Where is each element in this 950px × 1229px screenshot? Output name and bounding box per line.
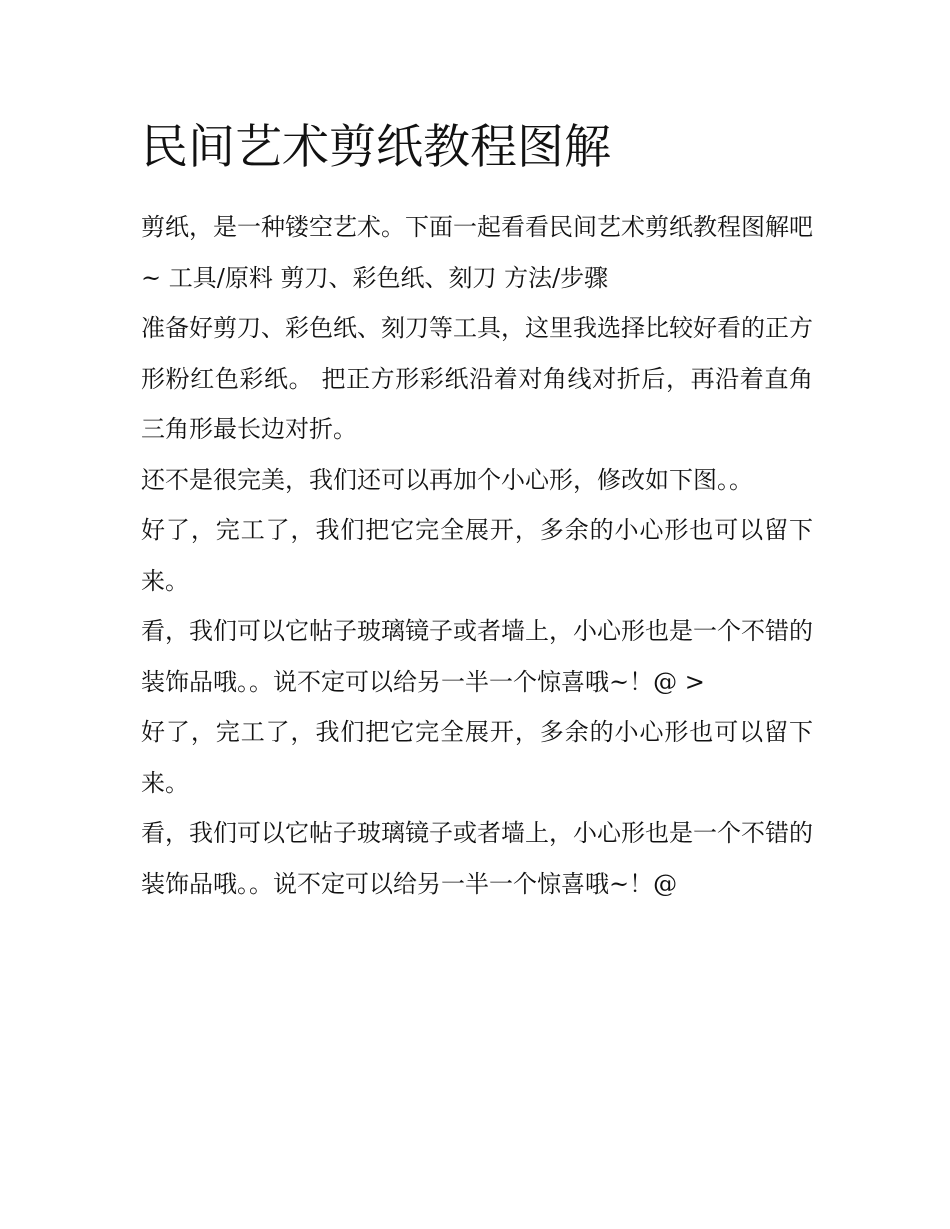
- paragraph-step-prepare: 准备好剪刀、彩色纸、刻刀等工具，这里我选择比较好看的正方形粉红色彩纸。 把正方形彩纸沿着对角线对折后，再沿着直角三角形最长边对折。: [141, 314, 813, 443]
- paragraph-step-unfold: 好了，完工了，我们把它完全展开，多余的小心形也可以留下来。: [141, 516, 813, 595]
- paragraph-step-unfold-repeat: 好了，完工了，我们把它完全展开，多余的小心形也可以留下来。: [141, 718, 813, 797]
- paragraph-step-heart: 还不是很完美，我们还可以再加个小心形，修改如下图。。: [141, 465, 753, 494]
- paragraph-step-display-repeat: 看，我们可以它帖子玻璃镜子或者墙上，小心形也是一个不错的装饰品哦。。说不定可以给另一半一个惊喜哦~！@: [141, 819, 813, 898]
- paragraph-intro: 剪纸，是一种镂空艺术。下面一起看看民间艺术剪纸教程图解吧~ 工具/原料 剪刀、彩色纸、刻刀 方法/步骤: [141, 213, 813, 292]
- document-page: [141, 112, 813, 909]
- paragraph-step-display: 看，我们可以它帖子玻璃镜子或者墙上，小心形也是一个不错的装饰品哦。。说不定可以给另一半一个惊喜哦~！@ >: [141, 617, 813, 696]
- document-title: 民间艺术剪纸教程图解: [141, 120, 611, 175]
